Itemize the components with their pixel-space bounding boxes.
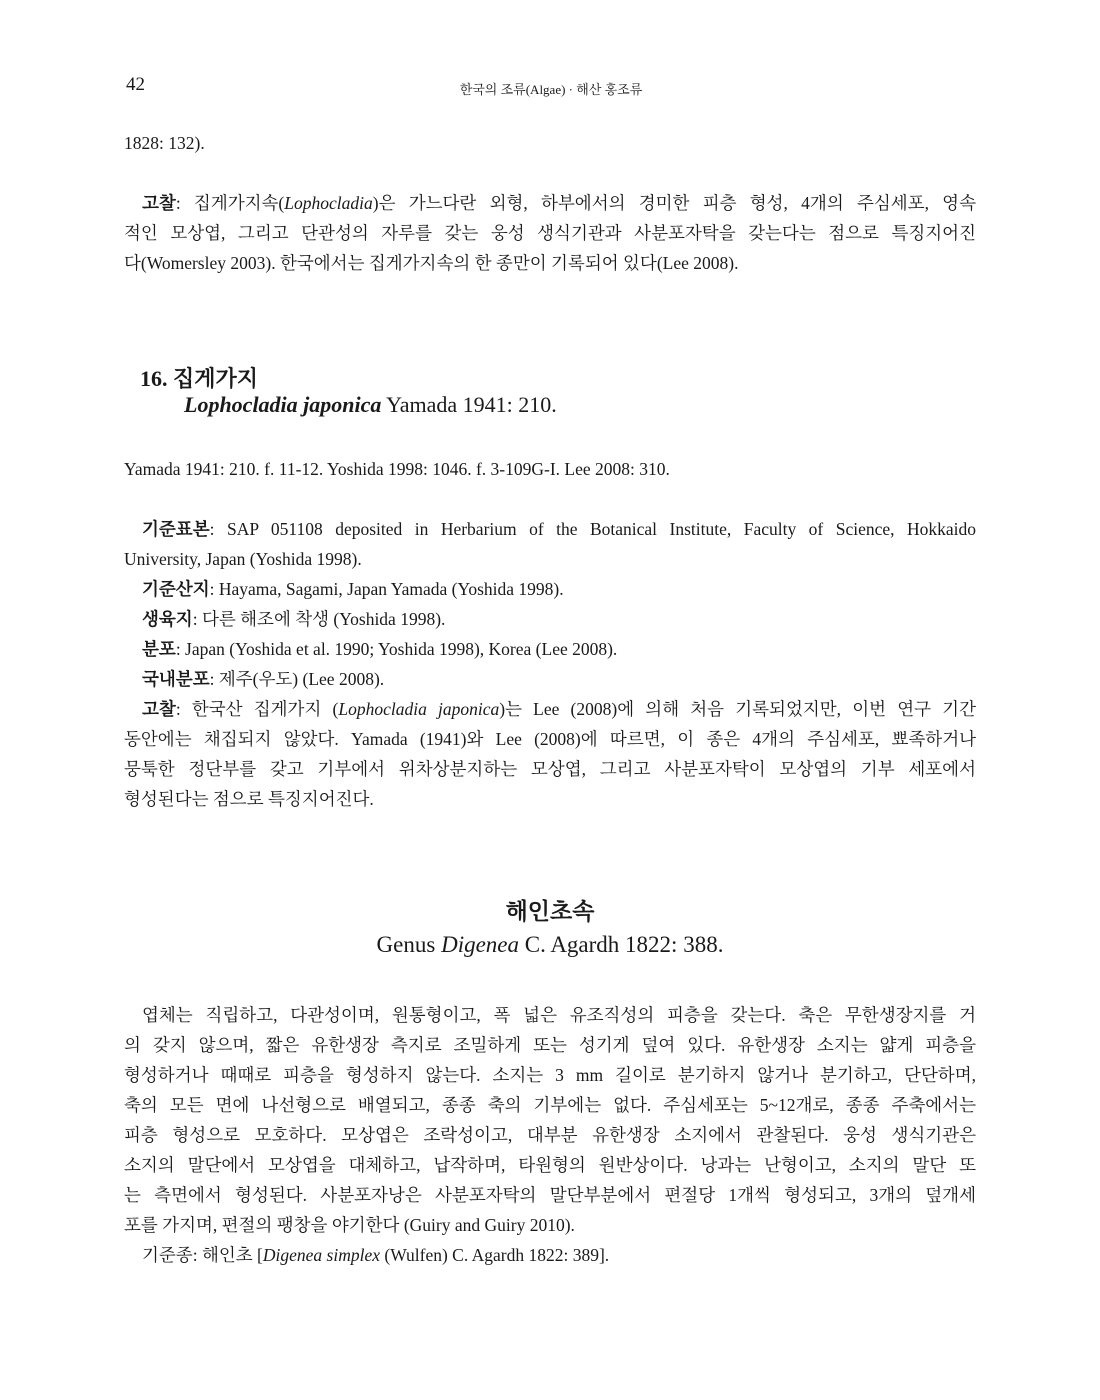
page-number: 42 [126,74,145,95]
genus-heading [124,893,976,958]
species-binomial: Lophocladia japonica [184,392,382,417]
species-scientific-name [184,392,557,418]
genus-remarks-line-1: 고찰: 집게가지속(Lophocladia)은 가느다란 외형, 하부에서의 경미한 피층 형성, 4개의 주심세포, 영속 [142,193,976,213]
genus-italic-name: Digenea [441,932,519,957]
type-specimen-line-2: University, Japan (Yoshida 1998). [124,549,362,569]
species-heading [140,362,557,417]
species-details [124,514,976,814]
species-remarks-line-1: 고찰: 한국산 집게가지 (Lophocladia japonica)는 Lee (2008)에 의해 처음 기록되었지만, 이번 연구 기간 [142,699,976,719]
remarks-label: 고찰 [142,193,176,213]
genus-desc-line: 축의 모든 면에 나선형으로 배열되고, 종종 축의 기부에는 없다. 주심세포는 5~12개로, 종종 주축에서는 [124,1095,976,1115]
habitat-label: 생육지 [142,609,193,629]
species-references [124,454,976,484]
genus-remarks-paragraph [124,188,976,278]
genus-desc-line: 의 갖지 않으며, 짧은 유한생장 측지로 조밀하게 또는 성기게 덮여 있다. 유한생장 소지는 얇게 피층을 [124,1035,976,1055]
genus-desc-line: 소지의 말단에서 모상엽을 대체하고, 납작하며, 타원형의 원반상이다. 낭과는 난형이고, 소지의 말단 또 [124,1155,976,1175]
genus-desc-line: 포를 가지며, 편절의 팽창을 야기한다 (Guiry and Guiry 2010). [124,1215,575,1235]
continuation-line: 1828: 132). [124,133,205,153]
type-specimen-line-1: 기준표본: SAP 051108 deposited in Herbarium of the Botanical Institute, Faculty of Science, Hokkaido [142,519,976,539]
type-locality-line: 기준산지: Hayama, Sagami, Japan Yamada (Yoshida 1998). [142,579,564,599]
genus-desc-line: 피층 형성으로 모호하다. 모상엽은 조락성이고, 대부분 유한생장 소지에서 관찰된다. 웅성 생식기관은 [124,1125,976,1145]
species-remarks-line-2: 동안에는 채집되지 않았다. Yamada (1941)와 Lee (2008)에 따르면, 이 종은 4개의 주심세포, 뾰족하거나 [124,729,976,749]
genus-desc-line: 는 측면에서 형성된다. 사분포자낭은 사분포자탁의 말단부분에서 편절당 1개씩 형성되고, 3개의 덮개세 [124,1185,976,1205]
habitat-line: 생육지: 다른 해조에 착생 (Yoshida 1998). [142,609,446,629]
continuation-text [124,128,976,158]
korea-distribution-label: 국내분포 [142,669,210,689]
running-header [126,74,976,98]
running-title: 한국의 조류(Algae) · 해산 홍조류 [459,82,643,97]
species-korean-name: 집게가지 [173,366,259,391]
species-authority: Yamada 1941: 210. [381,392,557,417]
species-remarks-line-4: 형성된다는 점으로 특징지어진다. [124,789,374,809]
species-remarks-label: 고찰 [142,699,176,719]
genus-desc-line: 형성하거나 때때로 피층을 형성하지 않는다. 소지는 3 mm 길이로 분기하지 않거나 분기하고, 단단하며, [124,1065,976,1085]
korea-distribution-line: 국내분포: 제주(우도) (Lee 2008). [142,669,385,689]
species-number: 16. [140,366,168,391]
genus-scientific-name: Genus Digenea C. Agardh 1822: 388. [376,932,724,957]
genus-desc-line: 엽체는 직립하고, 다관성이며, 원통형이고, 폭 넓은 유조직성의 피층을 갖는다. 축은 무한생장지를 거 [142,1005,976,1025]
species-name-italic: Lophocladia japonica [338,699,500,719]
type-species-line: 기준종: 해인초 [Digenea simplex (Wulfen) C. Agardh 1822: 389]. [142,1245,610,1265]
type-locality-label: 기준산지 [142,579,210,599]
genus-remarks-line-3: 다(Womersley 2003). 한국에서는 집게가지속의 한 종만이 기록되어 있다(Lee 2008). [124,253,739,273]
genus-description [124,1000,976,1270]
genus-korean-name: 해인초속 [505,899,595,924]
type-species-name: Digenea simplex [262,1245,380,1265]
type-specimen-label: 기준표본 [142,519,210,539]
species-remarks-line-3: 뭉툭한 정단부를 갖고 기부에서 위차상분지하는 모상엽, 그리고 사분포자탁이 모상엽의 기부 세포에서 [124,759,976,779]
distribution-label: 분포 [142,639,176,659]
genus-name-italic: Lophocladia [284,193,373,213]
genus-remarks-line-2: 적인 모상엽, 그리고 단관성의 자루를 갖는 웅성 생식기관과 사분포자탁을 갖는다는 점으로 특징지어진 [124,223,976,243]
references-line: Yamada 1941: 210. f. 11-12. Yoshida 1998: 1046. f. 3-109G-I. Lee 2008: 310. [124,459,670,479]
distribution-line: 분포: Japan (Yoshida et al. 1990; Yoshida 1998), Korea (Lee 2008). [142,639,618,659]
